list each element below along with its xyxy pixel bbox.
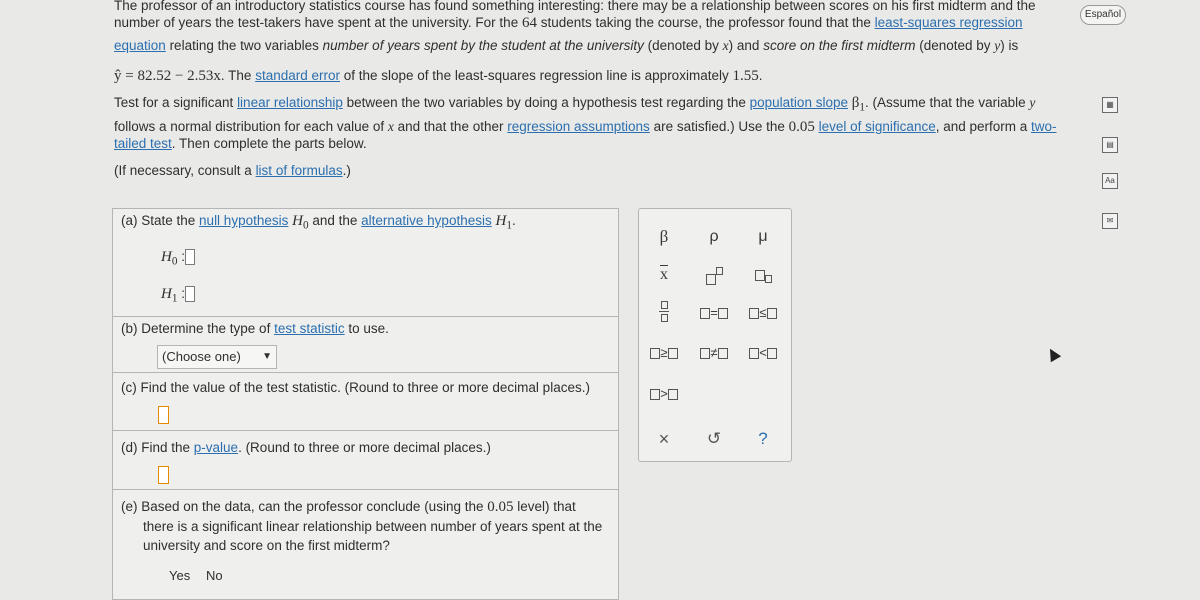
yes-option[interactable]: Yes: [169, 568, 191, 583]
clear-icon[interactable]: ×: [658, 429, 670, 449]
link-null-hypothesis[interactable]: null hypothesis: [199, 213, 289, 228]
link-list-of-formulas[interactable]: list of formulas: [255, 163, 343, 178]
part-a-prompt: (a) State the null hypothesis $H_0$ and the alternative hypothesis $H_1$.: [121, 213, 516, 232]
part-d-prompt: (d) Find the p-value. (Round to three or more decimal places.): [121, 440, 491, 455]
link-equation[interactable]: equation: [114, 38, 166, 53]
beta-key[interactable]: β: [659, 227, 669, 246]
problem-line-2: number of years the test-takers have spent at the university. For the 64 students taking the course, the professor found that the least-squares regression: [114, 15, 1023, 31]
superscript-key[interactable]: [694, 267, 734, 286]
greater-equal-key[interactable]: ≥: [644, 345, 684, 360]
link-least-squares-regression[interactable]: least-squares regression: [874, 15, 1023, 30]
link-level-of-significance[interactable]: level of significance: [818, 119, 936, 134]
instruction-line-2: follows a normal distribution for each value of x and that the other regression assumptions are satisfied.) Use the 0.05 level of significance, and perform a two-: [114, 119, 1057, 135]
h1-row: $H_1$ :: [161, 286, 195, 305]
text-icon[interactable]: Aa: [1102, 173, 1118, 189]
chevron-down-icon: ▼: [262, 351, 272, 362]
part-c-prompt: (c) Find the value of the test statistic. (Round to three or more decimal places.): [121, 380, 590, 395]
table-icon[interactable]: ▤: [1102, 137, 1118, 153]
calculator-icon[interactable]: ▦: [1102, 97, 1118, 113]
problem-line-1: The professor of an introductory statistics course has found something interesting: there may be a relationship between scores on his first midterm and the: [114, 0, 1036, 13]
instruction-line-3: tailed test. Then complete the parts below.: [114, 136, 367, 151]
rho-key[interactable]: ρ: [709, 228, 719, 245]
instruction-line-1: Test for a significant linear relationship between the two variables by doing a hypothesis test regarding the population slope $\beta_1$. (Assume that the variable y: [114, 95, 1036, 114]
link-standard-error[interactable]: standard error: [255, 68, 340, 83]
no-option[interactable]: No: [206, 568, 223, 583]
part-e-line-3: university and score on the first midterm?: [143, 538, 390, 553]
formulas-line: (If necessary, consult a list of formulas.): [114, 163, 351, 178]
test-statistic-input[interactable]: [158, 406, 169, 424]
less-equal-key[interactable]: ≤: [743, 305, 783, 320]
h0-row: $H_0$ :: [161, 249, 195, 268]
h1-input[interactable]: [185, 286, 195, 302]
part-e-line-2: there is a significant linear relationship between number of years spent at the: [143, 519, 603, 534]
part-e-divider: [113, 489, 618, 490]
test-statistic-type-select[interactable]: (Choose one) ▼: [157, 345, 277, 369]
link-tailed-test[interactable]: tailed test: [114, 136, 172, 151]
problem-line-3: equation relating the two variables number of years spent by the student at the university (denoted by x) and score on the first midterm (denoted by y) is: [114, 38, 1019, 53]
part-b-prompt: (b) Determine the type of test statistic to use.: [121, 321, 389, 336]
not-equal-key[interactable]: ≠: [694, 345, 734, 360]
part-c-divider: [113, 372, 618, 373]
link-two-tailed[interactable]: two-: [1031, 119, 1057, 134]
equals-key[interactable]: =: [694, 305, 734, 320]
h0-input[interactable]: [185, 249, 195, 265]
link-linear-relationship[interactable]: linear relationship: [237, 95, 343, 110]
symbol-palette: [638, 208, 792, 462]
greater-than-key[interactable]: >: [644, 386, 684, 401]
regression-equation: ŷ = 82.52 − 2.53x: [114, 68, 221, 84]
help-icon[interactable]: ?: [758, 429, 768, 448]
x-bar-key[interactable]: $\overline{x}$: [660, 266, 668, 283]
problem-line-4: ŷ = 82.52 − 2.53x. The standard error of the slope of the least-squares regression line is approximately 1.55.: [114, 68, 763, 84]
fraction-key[interactable]: [644, 301, 684, 322]
p-value-input[interactable]: [158, 466, 169, 484]
link-p-value[interactable]: p-value: [193, 440, 239, 455]
subscript-key[interactable]: [743, 267, 783, 283]
part-d-divider: [113, 430, 618, 431]
mu-key[interactable]: μ: [758, 228, 768, 245]
link-test-statistic[interactable]: test statistic: [274, 321, 345, 336]
less-than-key[interactable]: <: [743, 345, 783, 360]
cursor-icon: [1045, 346, 1061, 362]
link-regression-assumptions[interactable]: regression assumptions: [507, 119, 650, 134]
answer-panel: [112, 208, 619, 600]
link-alternative-hypothesis[interactable]: alternative hypothesis: [361, 213, 492, 228]
link-population-slope[interactable]: population slope: [749, 95, 848, 110]
part-e-line-1: (e) Based on the data, can the professor conclude (using the 0.05 level) that: [121, 499, 576, 515]
mail-icon[interactable]: ✉: [1102, 213, 1118, 229]
undo-icon[interactable]: ↺: [706, 429, 722, 448]
language-button[interactable]: Español: [1080, 5, 1126, 25]
part-b-divider: [113, 316, 618, 317]
